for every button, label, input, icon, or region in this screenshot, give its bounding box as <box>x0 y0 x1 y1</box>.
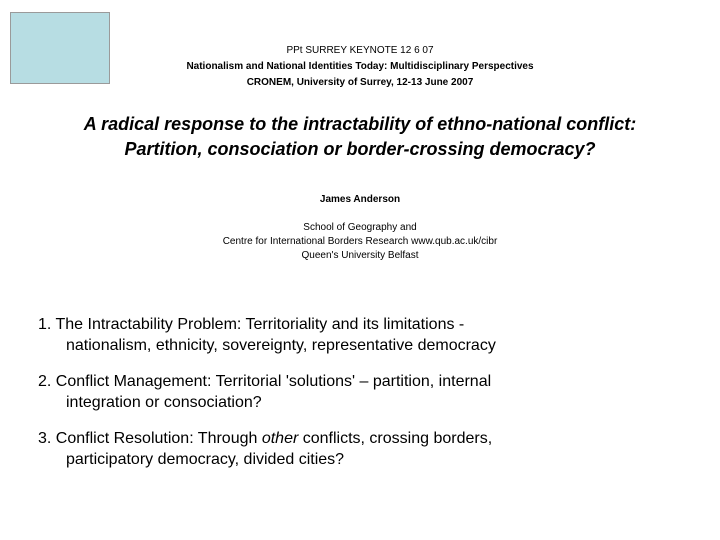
agenda-item-1 <box>38 314 678 356</box>
author-department: School of Geography and <box>303 222 417 233</box>
agenda-item-2-line-2: integration or consociation? <box>66 394 262 411</box>
conference-header <box>0 43 720 91</box>
slide-title <box>0 112 720 162</box>
author-university: Queen's University Belfast <box>301 250 419 261</box>
agenda-item-1-line-1: 1. The Intractability Problem: Territoriality and its limitations - <box>38 316 465 333</box>
title-line-2: Partition, consociation or border-crossing democracy? <box>124 139 596 159</box>
agenda-item-3-line-2: participatory democracy, divided cities? <box>66 451 345 468</box>
agenda-item-3-emphasis: other <box>261 430 299 447</box>
header-line-2: Nationalism and National Identities Today: Multidisciplinary Perspectives <box>186 61 534 72</box>
header-line-3: CRONEM, University of Surrey, 12-13 June 2007 <box>246 77 474 88</box>
agenda-item-3-line-1-post: conflicts, crossing borders, <box>298 430 493 447</box>
agenda-item-3-line-1 <box>38 428 678 449</box>
author-name: James Anderson <box>319 194 401 205</box>
author-block <box>0 193 720 263</box>
title-line-1: A radical response to the intractability of ethno-national conflict: <box>83 114 637 134</box>
agenda-item-3-line-1-pre: 3. Conflict Resolution: Through <box>38 430 262 447</box>
agenda-item-2-line-1: 2. Conflict Management: Territorial 'solutions' – partition, internal <box>38 373 492 390</box>
agenda-item-1-line-2: nationalism, ethnicity, sovereignty, representative democracy <box>66 337 496 354</box>
agenda-list <box>38 314 678 485</box>
agenda-item-3 <box>38 428 678 470</box>
header-line-1: PPt SURREY KEYNOTE 12 6 07 <box>286 45 434 56</box>
author-centre: Centre for International Borders Research www.qub.ac.uk/cibr <box>222 236 498 247</box>
agenda-item-2 <box>38 371 678 413</box>
